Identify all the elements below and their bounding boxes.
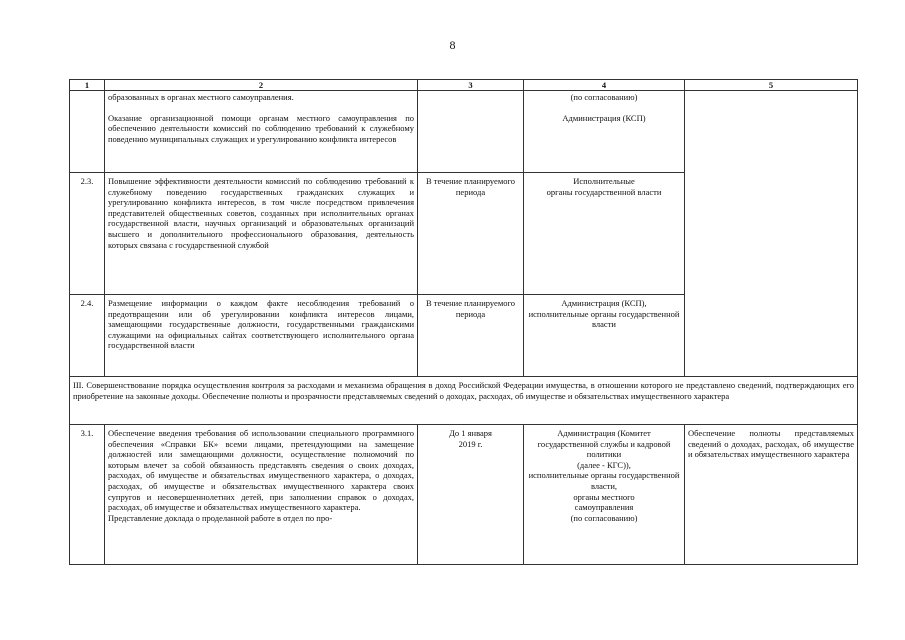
term-cell [418,425,524,565]
executor-cell [524,173,685,295]
row-number: 2.4. [70,295,105,377]
action-plan-table [69,79,858,565]
measure-cell [105,91,418,173]
measure-text: Размещение информации о каждом факте несоблюдения требований о предотвращении или об урегулировании конфликта интересов лицами, замещающими государственные должности, государственными гражданскими служащими на официальных сайтах соответствующего исполнительного органа государственной власти [105,295,418,377]
measure-text: Обеспечение введения требования об использовании специального программного обеспечения «Справки БК» всеми лицами, претендующими на замещение должностей или замещающими должности, осуществление полномочий по которым влечет за собой обязанность представлять сведения о своих доходах, расходах, об имуществе и обязательствах имущественного характера, о доходах, расходах, об имуществе и обязательствах имущественного характера своих супругов и несовершеннолетних детей, при заполнении справок о доходах, расходах, об имуществе и обязательствах имущественного характера. [108,428,414,513]
table-row-3-1 [70,425,858,565]
table-row-continuation [70,91,858,173]
measure-cell [105,425,418,565]
term-cell [418,91,524,173]
section-heading-row [70,377,858,425]
measure-text: Повышение эффективности деятельности комиссий по соблюдению требований к служебному поведению государственных гражданских служащих и урегулированию конфликта интересов, в том числе посредством привлечения представителей общественных советов, созданных при исполнительных органах государственной власти, научных организаций и образовательных организаций высшего и дополнительного профессионального образования, деятельность которых связана с государственной службой [105,173,418,295]
header-col-3: 3 [418,80,524,91]
executor-text: Администрация (Комитет государственной службы и кадровой политики (далее - КГС)), исполнительные органы государственной власти, органы местного самоуправления (по согласованию) [528,428,680,523]
row-number: 2.3. [70,173,105,295]
executor-cell [524,295,685,377]
term-text: В течение планируемого периода [418,173,524,295]
row-number: 3.1. [70,425,105,565]
result-cell-merged [685,91,858,377]
term-text: До 1 января 2019 г. [449,428,492,449]
header-row [70,80,858,91]
measure-text: образованных в органах местного самоуправления. [108,92,294,102]
executor-text: Исполнительные органы государственной власти [546,176,662,197]
measure-text: Оказание организационной помощи органам местного самоуправления по обеспечению деятельности комиссий по соблюдению требований к служебному поведению муниципальных служащих и урегулированию конфликта интересов [108,112,414,144]
page-number: 8 [449,38,456,52]
measure-text: Представление доклада о проделанной работе в отдел по про- [108,512,333,523]
header-col-1: 1 [70,80,105,91]
executor-text: Администрация (КСП) [562,112,646,123]
section-heading: III. Совершенствование порядка осуществления контроля за расходами и механизма обращения в доход Российской Федерации имущества, в отношении которого не представлено сведений, подтверждающих его приобретение на законные доходы. Обеспечение полноты и прозрачности представляемых сведений о доходах, расходах, об имуществе и обязательствах имущественного характера [70,377,858,425]
row-number-cell [70,91,105,173]
header-col-2: 2 [105,80,418,91]
executor-cell [524,425,685,565]
term-text: В течение планируемого периода [418,295,524,377]
result-text: Обеспечение полноты представляемых сведений о доходах, расходах, об имуществе и обязательствах имущественного характера [685,425,858,565]
header-col-5: 5 [685,80,858,91]
executor-cell [524,91,685,173]
executor-text: (по согласованию) [570,92,638,102]
header-col-4: 4 [524,80,685,91]
executor-text: Администрация (КСП), исполнительные органы государственной власти [528,298,680,330]
